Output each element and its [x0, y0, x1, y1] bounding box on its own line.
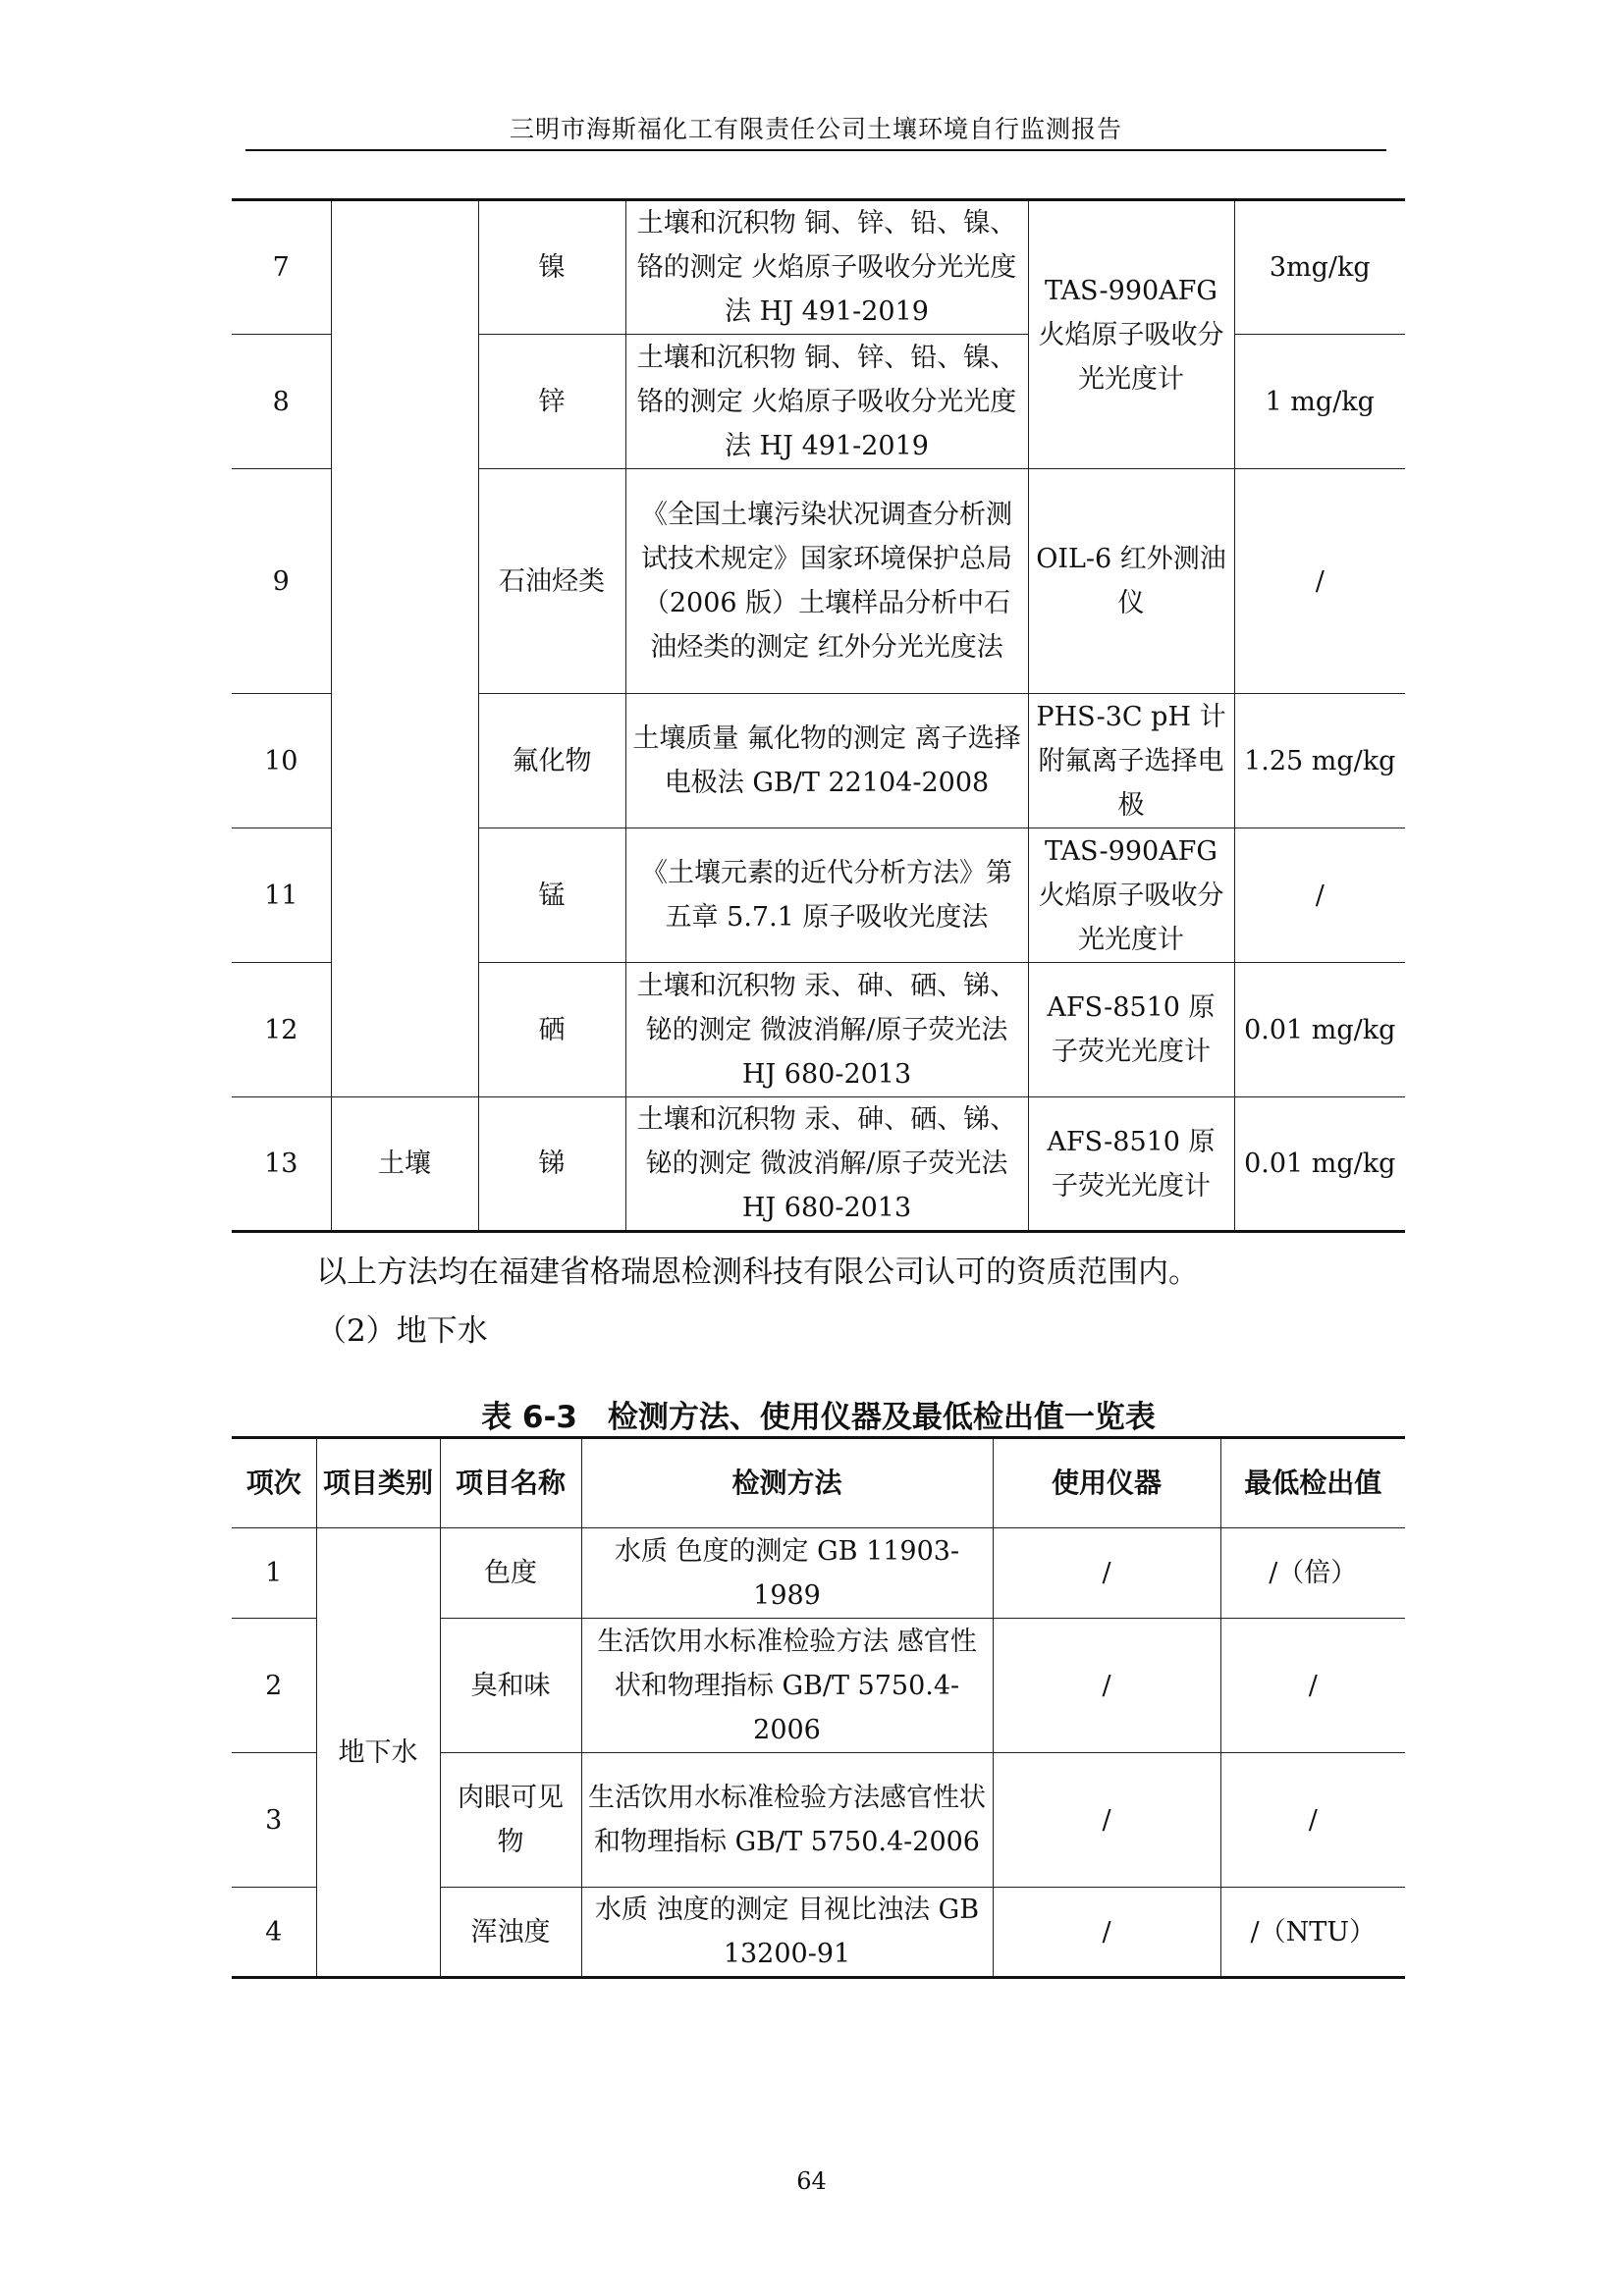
- row-number: 7: [232, 200, 331, 335]
- instrument-cell: PHS-3C pH 计附氟离子选择电极: [1028, 694, 1234, 828]
- category-cell: 土壤: [331, 1097, 478, 1232]
- limit-cell: /: [1234, 828, 1405, 963]
- row-number: 8: [232, 335, 331, 469]
- method-cell: 土壤质量 氟化物的测定 离子选择电极法 GB/T 22104-2008: [625, 694, 1028, 828]
- header-category: 项目类别: [316, 1438, 440, 1528]
- instrument-cell: AFS-8510 原子荧光光度计: [1028, 963, 1234, 1097]
- header-limit: 最低检出值: [1220, 1438, 1405, 1528]
- limit-cell: 3mg/kg: [1234, 200, 1405, 335]
- table-caption: 表 6-3 检测方法、使用仪器及最低检出值一览表: [481, 1400, 1156, 1435]
- limit-cell: /: [1234, 469, 1405, 694]
- soil-methods-table: [232, 198, 1405, 1233]
- item-name: 锰: [478, 828, 625, 963]
- limit-cell: 0.01 mg/kg: [1234, 963, 1405, 1097]
- item-name: 浑浊度: [440, 1888, 581, 1978]
- limit-cell: /: [1220, 1619, 1405, 1753]
- method-cell: 《全国土壤污染状况调查分析测试技术规定》国家环境保护总局（2006 版）土壤样品分析中石油烃类的测定 红外分光光度法: [625, 469, 1028, 694]
- instrument-cell: /: [993, 1753, 1220, 1888]
- method-cell: 水质 浊度的测定 目视比浊法 GB 13200-91: [581, 1888, 993, 1978]
- item-name: 氟化物: [478, 694, 625, 828]
- row-number: 3: [232, 1753, 316, 1888]
- table-row: [232, 1528, 1405, 1619]
- qualification-note: 以上方法均在福建省格瑞恩检测科技有限公司认可的资质范围内。: [316, 1255, 1199, 1290]
- method-cell: 水质 色度的测定 GB 11903-1989: [581, 1528, 993, 1619]
- row-number: 10: [232, 694, 331, 828]
- method-cell: 土壤和沉积物 汞、砷、硒、锑、铋的测定 微波消解/原子荧光法 HJ 680-2013: [625, 1097, 1028, 1232]
- header-no: 项次: [232, 1438, 316, 1528]
- instrument-cell: /: [993, 1888, 1220, 1978]
- item-name: 臭和味: [440, 1619, 581, 1753]
- limit-cell: /: [1220, 1753, 1405, 1888]
- item-name: 镍: [478, 200, 625, 335]
- item-name: 肉眼可见物: [440, 1753, 581, 1888]
- section-subheading: （2）地下水: [316, 1313, 488, 1349]
- row-number: 4: [232, 1888, 316, 1978]
- item-name: 色度: [440, 1528, 581, 1619]
- header-row: [232, 1438, 1405, 1528]
- instrument-cell: /: [993, 1528, 1220, 1619]
- header-method: 检测方法: [581, 1438, 993, 1528]
- limit-cell: 1.25 mg/kg: [1234, 694, 1405, 828]
- limit-cell: 0.01 mg/kg: [1234, 1097, 1405, 1232]
- row-number: 1: [232, 1528, 316, 1619]
- category-cell-empty: [331, 200, 478, 1097]
- limit-cell: /（NTU）: [1220, 1888, 1405, 1978]
- method-cell: 生活饮用水标准检验方法感官性状和物理指标 GB/T 5750.4-2006: [581, 1753, 993, 1888]
- table-row: [232, 1097, 1405, 1232]
- instrument-cell: TAS-990AFG 火焰原子吸收分光光度计: [1028, 200, 1234, 469]
- instrument-cell: OIL-6 红外测油仪: [1028, 469, 1234, 694]
- instrument-cell: TAS-990AFG 火焰原子吸收分光光度计: [1028, 828, 1234, 963]
- table-row: [232, 200, 1405, 335]
- header-rule: [245, 149, 1386, 151]
- item-name: 硒: [478, 963, 625, 1097]
- category-cell: 地下水: [316, 1528, 440, 1978]
- instrument-cell: /: [993, 1619, 1220, 1753]
- row-number: 9: [232, 469, 331, 694]
- limit-cell: /（倍）: [1220, 1528, 1405, 1619]
- page-number: 64: [796, 2167, 827, 2195]
- method-cell: 《土壤元素的近代分析方法》第五章 5.7.1 原子吸收光度法: [625, 828, 1028, 963]
- groundwater-methods-table: [232, 1436, 1405, 1979]
- limit-cell: 1 mg/kg: [1234, 335, 1405, 469]
- method-cell: 土壤和沉积物 汞、砷、硒、锑、铋的测定 微波消解/原子荧光法 HJ 680-2013: [625, 963, 1028, 1097]
- method-cell: 生活饮用水标准检验方法 感官性状和物理指标 GB/T 5750.4-2006: [581, 1619, 993, 1753]
- method-cell: 土壤和沉积物 铜、锌、铅、镍、铬的测定 火焰原子吸收分光光度法 HJ 491-2019: [625, 335, 1028, 469]
- item-name: 锑: [478, 1097, 625, 1232]
- row-number: 11: [232, 828, 331, 963]
- method-cell: 土壤和沉积物 铜、锌、铅、镍、铬的测定 火焰原子吸收分光光度法 HJ 491-2019: [625, 200, 1028, 335]
- instrument-cell: AFS-8510 原子荧光光度计: [1028, 1097, 1234, 1232]
- header-item: 项目名称: [440, 1438, 581, 1528]
- item-name: 石油烃类: [478, 469, 625, 694]
- item-name: 锌: [478, 335, 625, 469]
- page-header: 三明市海斯福化工有限责任公司土壤环境自行监测报告: [509, 115, 1122, 143]
- row-number: 2: [232, 1619, 316, 1753]
- header-instrument: 使用仪器: [993, 1438, 1220, 1528]
- row-number: 13: [232, 1097, 331, 1232]
- row-number: 12: [232, 963, 331, 1097]
